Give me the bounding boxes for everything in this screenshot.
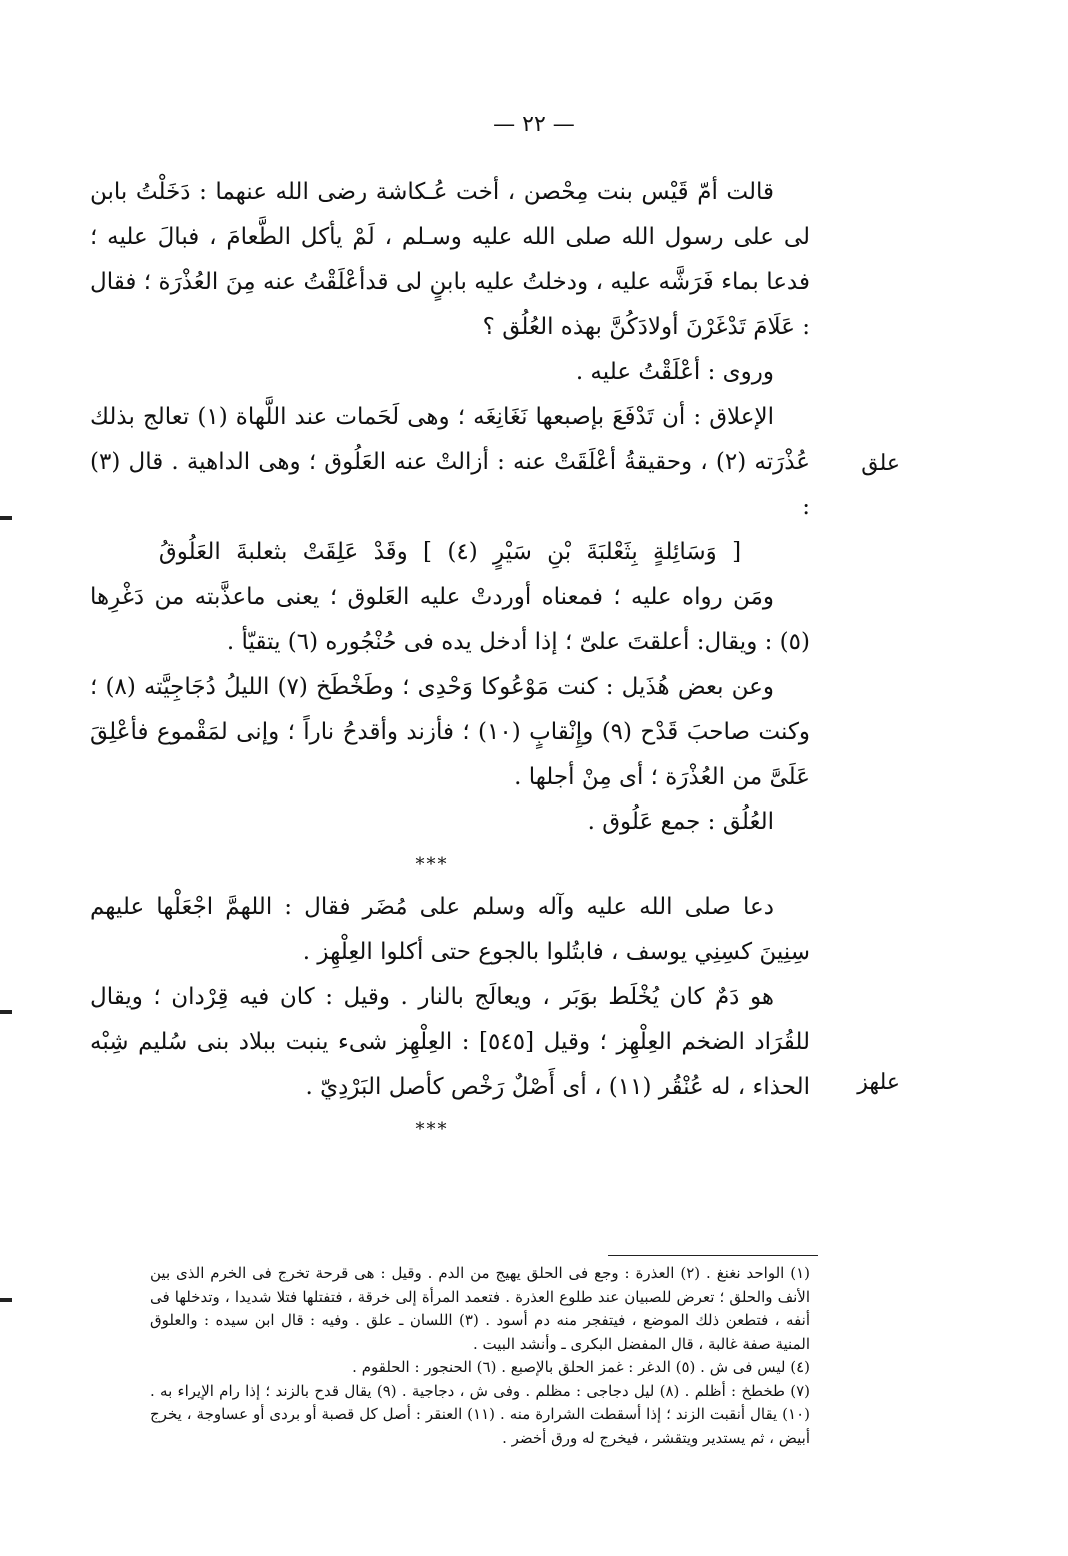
margin-headword-alaq: علق <box>861 451 900 476</box>
scan-edge-mark <box>0 516 12 520</box>
footnote-block: (٧) طخطخ : أظلم . (٨) ليل دجاجى : مظلم . وفى ش ، دجاجية . (٩) يقال قدح بالزند ؛ إذا رام الإيراء به . (١٠) يقال أنقبت الزند ؛ إذا أسقطت الشرارة منه . (١١) العنقر : أصل كل قصبة أو بردى أو عساوجة ، يخرج أبيض ، ثم يستدير ويتقشر ، فيخرج له ورق أخضر . <box>150 1381 811 1447</box>
margin-headword-ilhiz: علهز <box>857 1070 900 1095</box>
section-separator: *** <box>415 1119 449 1140</box>
scan-edge-mark <box>0 1010 12 1014</box>
paragraph: قالت أمّ قَيْس بنت مِحْصن ، أخت عُـكاشة رضى الله عنهما : دَخَلْتُ بابن لى على رسول الله صلى الله عليه وسـلم ، لَمْ يأكل الطَّعامَ ، فبالَ عليه ؛ فدعا بماء فَرَشَّه عليه ، ودخلتُ عليه بابنٍ لى قدأعْلَقْتُ عنه مِنَ العُذْرَة ؛ فقال : عَلَامَ تَدْغَرْنَ أولادَكُنَّ بهذه العُلُق ؟ <box>90 179 811 340</box>
verse-line: [ وَسَائِلةٍ بِثَعْلبَةَ بْنِ سَيْرٍ (٤) ] وقَدْ عَلِقَتْ بثعلبةَ العَلُوقُ <box>158 539 742 565</box>
page-number: — ٢٢ — <box>493 112 575 137</box>
main-text <box>90 170 810 1150</box>
section-separator: *** <box>415 854 449 875</box>
footnote-block: (٤) ليس فى ش . (٥) الدغر : غمز الحلق بالإصبع . (٦) الحنجور : الحلقوم . <box>352 1358 810 1376</box>
paragraph: هو دَمٌ كان يُخْلَط بوَبَر ، ويعالَج بالنار . وقيل : كان فيه قِرْدان ؛ ويقال للقُرَاد الضخم العِلْهِز ؛ وقيل [٥٤٥] : العِلْهِز شىء ينبت ببلاد بنى سُليم شِبْه الحذاء ، له عُنْقُر (١١) ، أى أَصْلٌ رَخْص كأصل البَرْدِيّ . <box>90 984 810 1100</box>
paragraph: وروى : أعْلَقْتُ عليه . <box>575 359 774 385</box>
scan-edge-mark <box>0 1298 12 1302</box>
paragraph: الإعلاق : أن تَدْفَعَ بإصبعها نَغَانِغَه ؛ وهى لَحَمات عند اللَّهاة (١) تعالج بذلك عُذْرَته (٢) ، وحقيقةُ أعْلَقَتْ عنه : أزالتْ عنه العَلُوق ؛ وهى الداهية . قال (٣) : <box>90 404 811 520</box>
footnotes <box>150 1262 810 1450</box>
paragraph: العُلُق : جمع عَلُوق . <box>587 809 774 835</box>
paragraph: دعا صلى الله عليه وآله وسلم على مُضَر فقال : اللهمَّ اجْعَلْها عليهم سِنِينَ كسِنِي يوسف ، فابتُلوا بالجوع حتى أكلوا العِلْهِز . <box>90 894 810 965</box>
footnote-block: (١) الواحد نغنغ . (٢) العذرة : وجع فى الحلق يهيج من الدم . وقيل : هى قرحة تخرج فى الخرم الذى بين الأنف والحلق ؛ تعرض للصبيان عند طلوع العذرة . فتعمد المرأة إلى خرقة ، فتفتلها فتلا شديدا ، وتدخلها فى أنفه ، فتطعن ذلك الموضع ، فيتفجر منه دم أسود . (٣) اللسان ـ علق . وفيه : قال ابن سيده : والعلوق المنية صفة غالبة ، قال المفضل البكرى ـ وأنشد البيت . <box>150 1264 811 1353</box>
paragraph: وعن بعض هُذَيل : كنت مَوْعُوكا وَحْدِى ؛ وطَخْطَخ (٧) الليلُ دُجَاجِيَّته (٨) ؛ وكنت صاحبَ قَدْح (٩) وإِنْقابٍ (١٠) ؛ فأزند وأقدحُ ناراً ؛ وإنى لمَقْموع فأعْلِقَ عَلَىَّ من العُذْرَة ؛ أى مِنْ أجلها . <box>90 674 811 790</box>
paragraph: ومَن رواه عليه ؛ فمعناه أوردتْ عليه العَلوق ؛ يعنى ماعذَّبته من دَغْرِها (٥) : ويقال: أعلقتَ علىّ ؛ إذا أدخل يده فى حُنْجُوره (٦) يتقيّأ . <box>90 584 810 655</box>
footnote-divider <box>608 1255 818 1256</box>
